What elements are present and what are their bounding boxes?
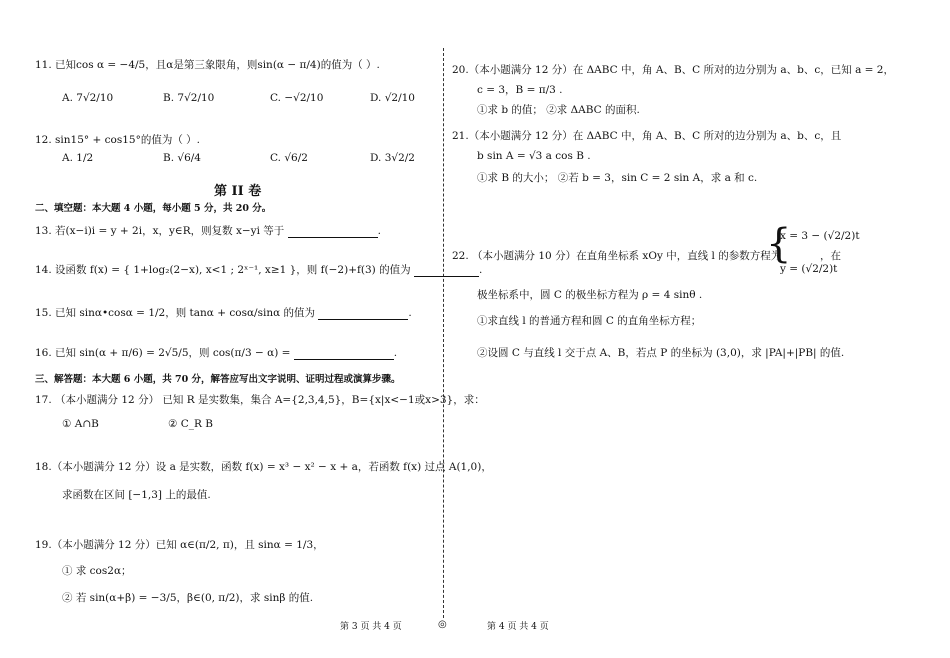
q16-text: 16. 已知 sin(α + π/6) = 2√5/5，则 cos(π/3 − α) = [35,347,291,359]
q13-text: 13. 若(x−i)i = y + 2i，x，y∈R，则复数 x−yi 等于 [35,225,285,237]
q11-option-a: A. 7√2/10 [62,92,114,104]
q12-stem: 12. sin15° + cos15°的值为（ ）. [35,134,201,146]
solve-heading: 三、解答题：本大题 6 小题，共 70 分，解答应写出文字说明、证明过程或演算步骤。 [35,374,401,385]
q21-line-1: 21.（本小题满分 12 分）在 ΔABC 中，角 A、B、C 所对的边分别为 a、b、c，且 [452,130,842,142]
q18-line-1: 18.（本小题满分 12 分）设 a 是实数，函数 f(x) = x³ − x² − x + a，若函数 f(x) 过点 A(1,0)， [35,461,492,473]
q19-stem: 19.（本小题满分 12 分）已知 α∈(π/2, π)，且 sinα = 1/3， [35,539,324,551]
q14-answer-blank[interactable] [414,275,479,277]
q11-stem: 11. 已知cos α = −4/5，且α是第三象限角，则sin(α − π/4)的值为（ ）. [35,59,380,71]
q22-line-1-end: ，在 [820,250,841,262]
q22-line-3: ①求直线 l 的普通方程和圆 C 的直角坐标方程； [477,315,702,327]
q22-param-y: y = (√2/2)t [780,263,838,275]
q13-answer-blank[interactable] [288,236,378,238]
q15-answer-blank[interactable] [318,318,408,320]
q15-stem: 15. 已知 sinα•cosα = 1/2，则 tanα + cosα/sinα 的值为 . [35,307,412,319]
q17-part-2: ② C_R B [168,418,213,430]
left-page-footer: 第 3 页 共 4 页 [340,622,402,632]
fill-in-heading: 二、填空题：本大题 4 小题，每小题 5 分，共 20 分。 [35,203,272,214]
q12-option-d: D. 3√2/2 [370,152,415,164]
q11-option-c: C. −√2/10 [270,92,324,104]
q14-text: 14. 设函数 f(x) = { 1+log₂(2−x), x<1 ; 2ˣ⁻¹, x≥1 }，则 f(−2)+f(3) 的值为 [35,264,411,276]
q20-line-2: c = 3，B = π/3 . [477,84,563,96]
q19-part-2: ② 若 sin(α+β) = −3/5，β∈(0, π/2)，求 sinβ 的值. [62,592,314,604]
q18-line-2: 求函数在区间 [−1,3] 上的最值. [62,489,211,501]
q16-stem: 16. 已知 sin(α + π/6) = 2√5/5，则 cos(π/3 − α) = . [35,347,398,359]
page-divider [443,48,444,618]
q12-option-a: A. 1/2 [62,152,94,164]
q13-stem: 13. 若(x−i)i = y + 2i，x，y∈R，则复数 x−yi 等于 . [35,225,381,237]
q22-line-2: 极坐标系中，圆 C 的极坐标方程为 ρ = 4 sinθ . [477,289,703,301]
q22-line-4: ②设圆 C 与直线 l 交于点 A、B，若点 P 的坐标为 (3,0)，求 |PA|+|PB| 的值. [477,347,845,359]
q15-text: 15. 已知 sinα•cosα = 1/2，则 tanα + cosα/sinα 的值为 [35,307,316,319]
q17-stem: 17. （本小题满分 12 分） 已知 R 是实数集，集合 A={2,3,4,5}，B={x|x<−1或x>3}，求： [35,394,485,406]
center-binding-mark: ◎ [438,619,447,630]
q21-line-2: b sin A = √3 a cos B . [477,150,591,162]
q21-line-3: ①求 B 的大小； ②若 b = 3，sin C = 2 sin A，求 a 和 c. [477,172,758,184]
q20-line-1: 20.（本小题满分 12 分）在 ΔABC 中，角 A、B、C 所对的边分别为 a、b、c，已知 a = 2， [452,64,894,76]
q16-answer-blank[interactable] [294,358,394,360]
q12-option-c: C. √6/2 [270,152,308,164]
q19-part-1: ① 求 cos2α； [62,565,132,577]
q17-part-1: ① A∩B [62,418,99,430]
q12-option-b: B. √6/4 [163,152,201,164]
q20-line-3: ①求 b 的值； ②求 ΔABC 的面积. [477,104,640,116]
part-2-title: 第 II 卷 [214,184,262,199]
q11-option-b: B. 7√2/10 [163,92,215,104]
q14-stem: 14. 设函数 f(x) = { 1+log₂(2−x), x<1 ; 2ˣ⁻¹, x≥1 }，则 f(−2)+f(3) 的值为 . [35,264,483,276]
q22-param-x: x = 3 − (√2/2)t [780,230,860,242]
right-page-footer: 第 4 页 共 4 页 [487,622,549,632]
q22-brace: { [766,221,792,267]
q22-line-1: 22. （本小题满分 10 分）在直角坐标系 xOy 中，直线 l 的参数方程为 [452,250,782,262]
q11-option-d: D. √2/10 [370,92,415,104]
